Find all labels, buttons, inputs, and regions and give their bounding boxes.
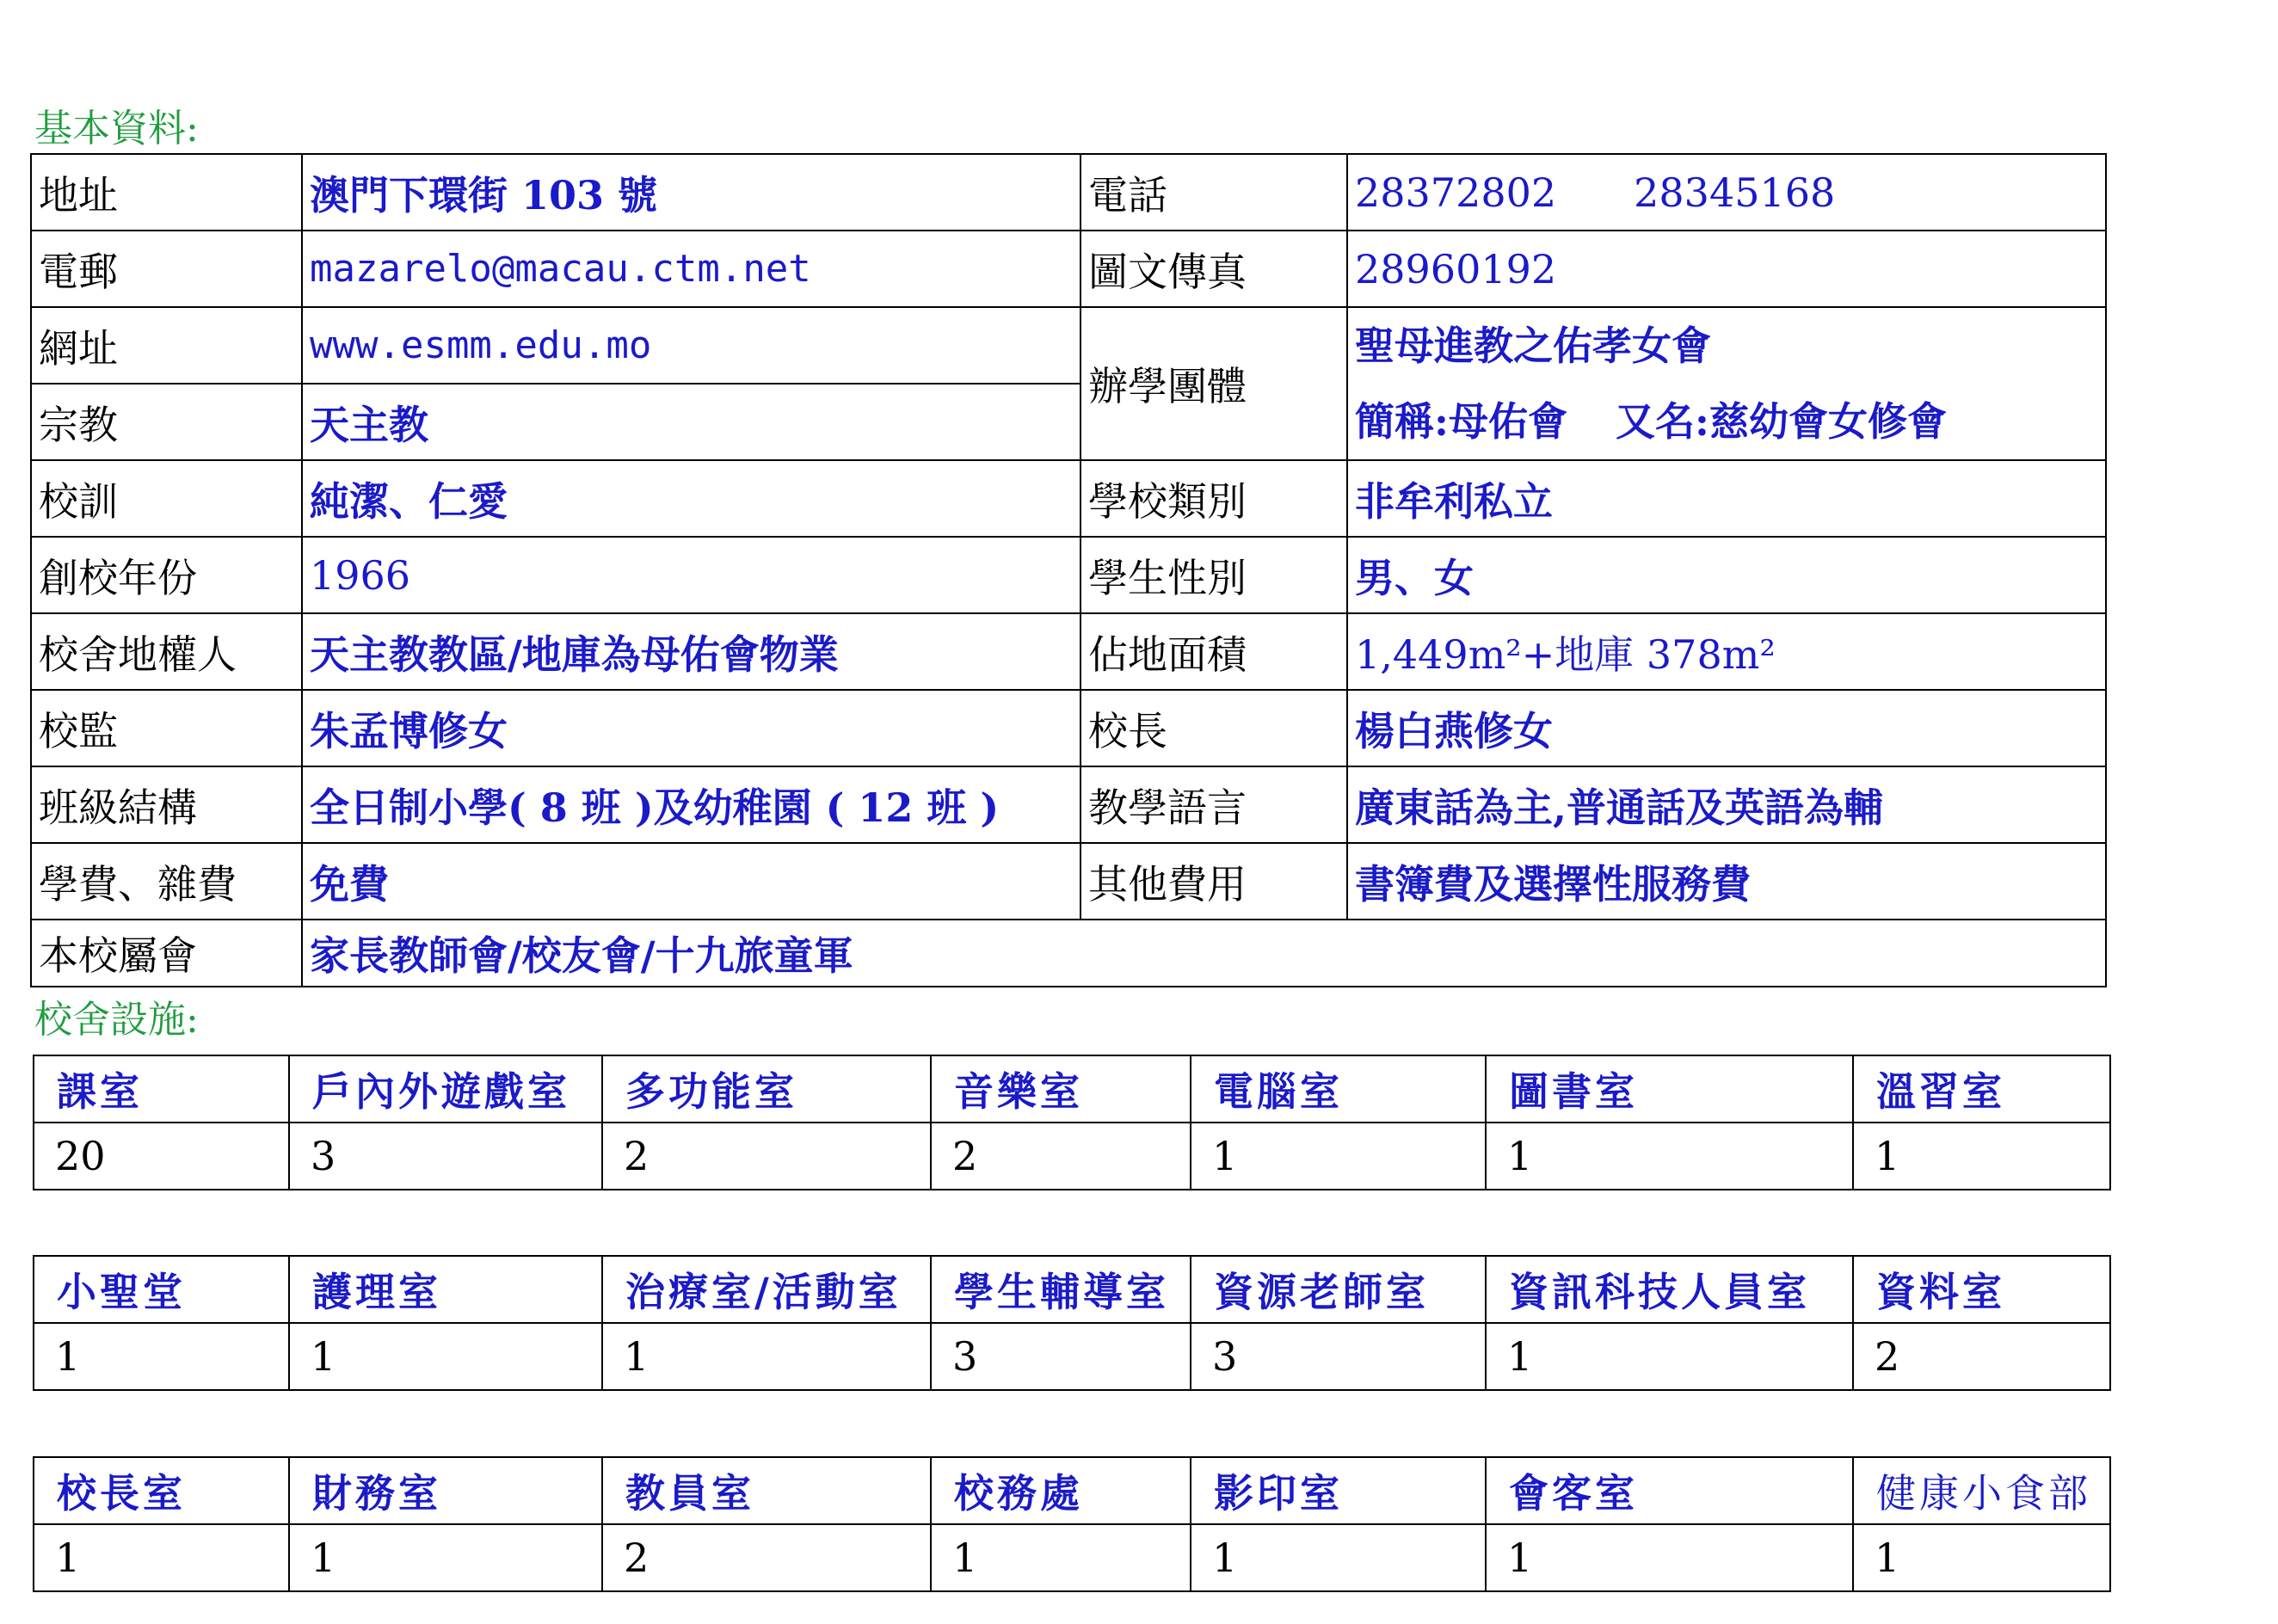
- fax-label: 圖文傳真: [1081, 231, 1347, 307]
- facility-header: 影印室: [1191, 1457, 1486, 1524]
- table-row: [31, 613, 2106, 690]
- associations-label: 本校屬會: [31, 920, 302, 987]
- sponsor-label: 辦學團體: [1081, 307, 1347, 460]
- facility-count: 1: [289, 1524, 602, 1591]
- facility-header: 溫習室: [1853, 1055, 2110, 1123]
- facility-count: 1: [34, 1323, 289, 1390]
- table-row: [31, 307, 2106, 384]
- facility-header: 音樂室: [931, 1055, 1191, 1123]
- facility-count: 3: [931, 1323, 1191, 1390]
- website-value[interactable]: www.esmm.edu.mo: [302, 307, 1081, 384]
- sponsor-short-name: 簡稱:母佑會: [1355, 398, 1567, 445]
- motto-label: 校訓: [31, 460, 302, 537]
- religion-label: 宗教: [31, 384, 302, 460]
- table-row: [31, 154, 2106, 231]
- facility-header: 多功能室: [602, 1055, 931, 1123]
- land-owner-label: 校舍地權人: [31, 613, 302, 690]
- facility-header: 電腦室: [1191, 1055, 1486, 1123]
- facility-header: 護理室: [289, 1256, 602, 1323]
- table-row: [31, 920, 2106, 987]
- phone-label: 電話: [1081, 154, 1347, 231]
- phone-value-1: 28372802: [1355, 169, 1557, 216]
- class-structure-label: 班級結構: [31, 766, 302, 843]
- founded-label: 創校年份: [31, 537, 302, 613]
- other-fees-label: 其他費用: [1081, 843, 1347, 920]
- facility-header: 學生輔導室: [931, 1256, 1191, 1323]
- facility-header: 課室: [34, 1055, 289, 1123]
- facility-count: 1: [602, 1323, 931, 1390]
- area-label: 佔地面積: [1081, 613, 1347, 690]
- table-header-row: [34, 1055, 2110, 1123]
- email-value[interactable]: mazarelo@macau.ctm.net: [302, 231, 1081, 307]
- phone-value-2: 28345168: [1634, 169, 1836, 216]
- fax-value: 28960192: [1347, 231, 2106, 307]
- principal-value: 楊白燕修女: [1347, 690, 2106, 766]
- facility-header: 資料室: [1853, 1256, 2110, 1323]
- facilities-table-1: [33, 1055, 2111, 1190]
- facility-count: 1: [1853, 1524, 2110, 1591]
- language-value: 廣東話為主,普通話及英語為輔: [1347, 766, 2106, 843]
- table-header-row: [34, 1457, 2110, 1524]
- facility-count: 1: [289, 1323, 602, 1390]
- religion-value: 天主教: [302, 384, 1081, 460]
- facility-header: 小聖堂: [34, 1256, 289, 1323]
- facility-count: 1: [1191, 1524, 1486, 1591]
- facilities-table-2: [33, 1255, 2111, 1391]
- website-label: 網址: [31, 307, 302, 384]
- founded-value: 1966: [302, 537, 1081, 613]
- school-type-value: 非牟利私立: [1347, 460, 2106, 537]
- sponsor-line-1: 聖母進教之佑孝女會: [1355, 323, 1711, 369]
- facility-header: 會客室: [1486, 1457, 1853, 1524]
- supervisor-label: 校監: [31, 690, 302, 766]
- table-row: [31, 460, 2106, 537]
- facility-count: 2: [931, 1123, 1191, 1190]
- facility-count: 20: [34, 1123, 289, 1190]
- fees-label: 學費、雜費: [31, 843, 302, 920]
- land-owner-value: 天主教教區/地庫為母佑會物業: [302, 613, 1081, 690]
- class-structure-value: 全日制小學( 8 班 )及幼稚園 ( 12 班 ): [302, 766, 1081, 843]
- address-label: 地址: [31, 154, 302, 231]
- facilities-table-3: [33, 1456, 2111, 1592]
- table-row: [31, 690, 2106, 766]
- table-row: [34, 1323, 2110, 1390]
- other-fees-value: 書簿費及選擇性服務費: [1347, 843, 2106, 920]
- sponsor-line-2: [1355, 384, 2098, 459]
- facility-count: 2: [1853, 1323, 2110, 1390]
- table-row: [31, 843, 2106, 920]
- facility-header: 戶內外遊戲室: [289, 1055, 602, 1123]
- sponsor-value: [1347, 307, 2106, 460]
- facility-header: 資訊科技人員室: [1486, 1256, 1853, 1323]
- facility-count: 1: [1191, 1123, 1486, 1190]
- facility-header: 校務處: [931, 1457, 1191, 1524]
- table-row: [34, 1123, 2110, 1190]
- facility-header: 治療室/活動室: [602, 1256, 931, 1323]
- facility-count: 3: [1191, 1323, 1486, 1390]
- facility-header: 健康小食部: [1853, 1457, 2110, 1524]
- language-label: 教學語言: [1081, 766, 1347, 843]
- sponsor-alt-name: 又名:慈幼會女修會: [1615, 398, 1947, 445]
- address-value: 澳門下環街 103 號: [302, 154, 1081, 231]
- table-row: [31, 231, 2106, 307]
- facilities-title: 校舍設施:: [34, 998, 199, 1042]
- facility-header: 財務室: [289, 1457, 602, 1524]
- table-header-row: [34, 1256, 2110, 1323]
- facility-count: 1: [1853, 1123, 2110, 1190]
- facility-count: 1: [1486, 1524, 1853, 1591]
- table-row: [31, 537, 2106, 613]
- table-row: [34, 1524, 2110, 1591]
- basic-info-title: 基本資料:: [34, 107, 199, 151]
- facility-count: 2: [602, 1524, 931, 1591]
- gender-value: 男、女: [1347, 537, 2106, 613]
- fees-value: 免費: [302, 843, 1081, 920]
- facility-count: 3: [289, 1123, 602, 1190]
- email-label: 電郵: [31, 231, 302, 307]
- motto-value: 純潔、仁愛: [302, 460, 1081, 537]
- facility-header: 圖書室: [1486, 1055, 1853, 1123]
- table-row: [31, 766, 2106, 843]
- school-type-label: 學校類別: [1081, 460, 1347, 537]
- gender-label: 學生性別: [1081, 537, 1347, 613]
- basic-info-table: [30, 153, 2107, 987]
- facility-count: 1: [931, 1524, 1191, 1591]
- supervisor-value: 朱孟博修女: [302, 690, 1081, 766]
- facility-header: 校長室: [34, 1457, 289, 1524]
- facility-count: 2: [602, 1123, 931, 1190]
- facility-count: 1: [1486, 1323, 1853, 1390]
- facility-header: 教員室: [602, 1457, 931, 1524]
- facility-count: 1: [1486, 1123, 1853, 1190]
- facility-header: 資源老師室: [1191, 1256, 1486, 1323]
- principal-label: 校長: [1081, 690, 1347, 766]
- facility-count: 1: [34, 1524, 289, 1591]
- area-value: 1,449m²+地庫 378m²: [1347, 613, 2106, 690]
- associations-value: 家長教師會/校友會/十九旅童軍: [302, 920, 2106, 987]
- phone-value: [1347, 154, 2106, 231]
